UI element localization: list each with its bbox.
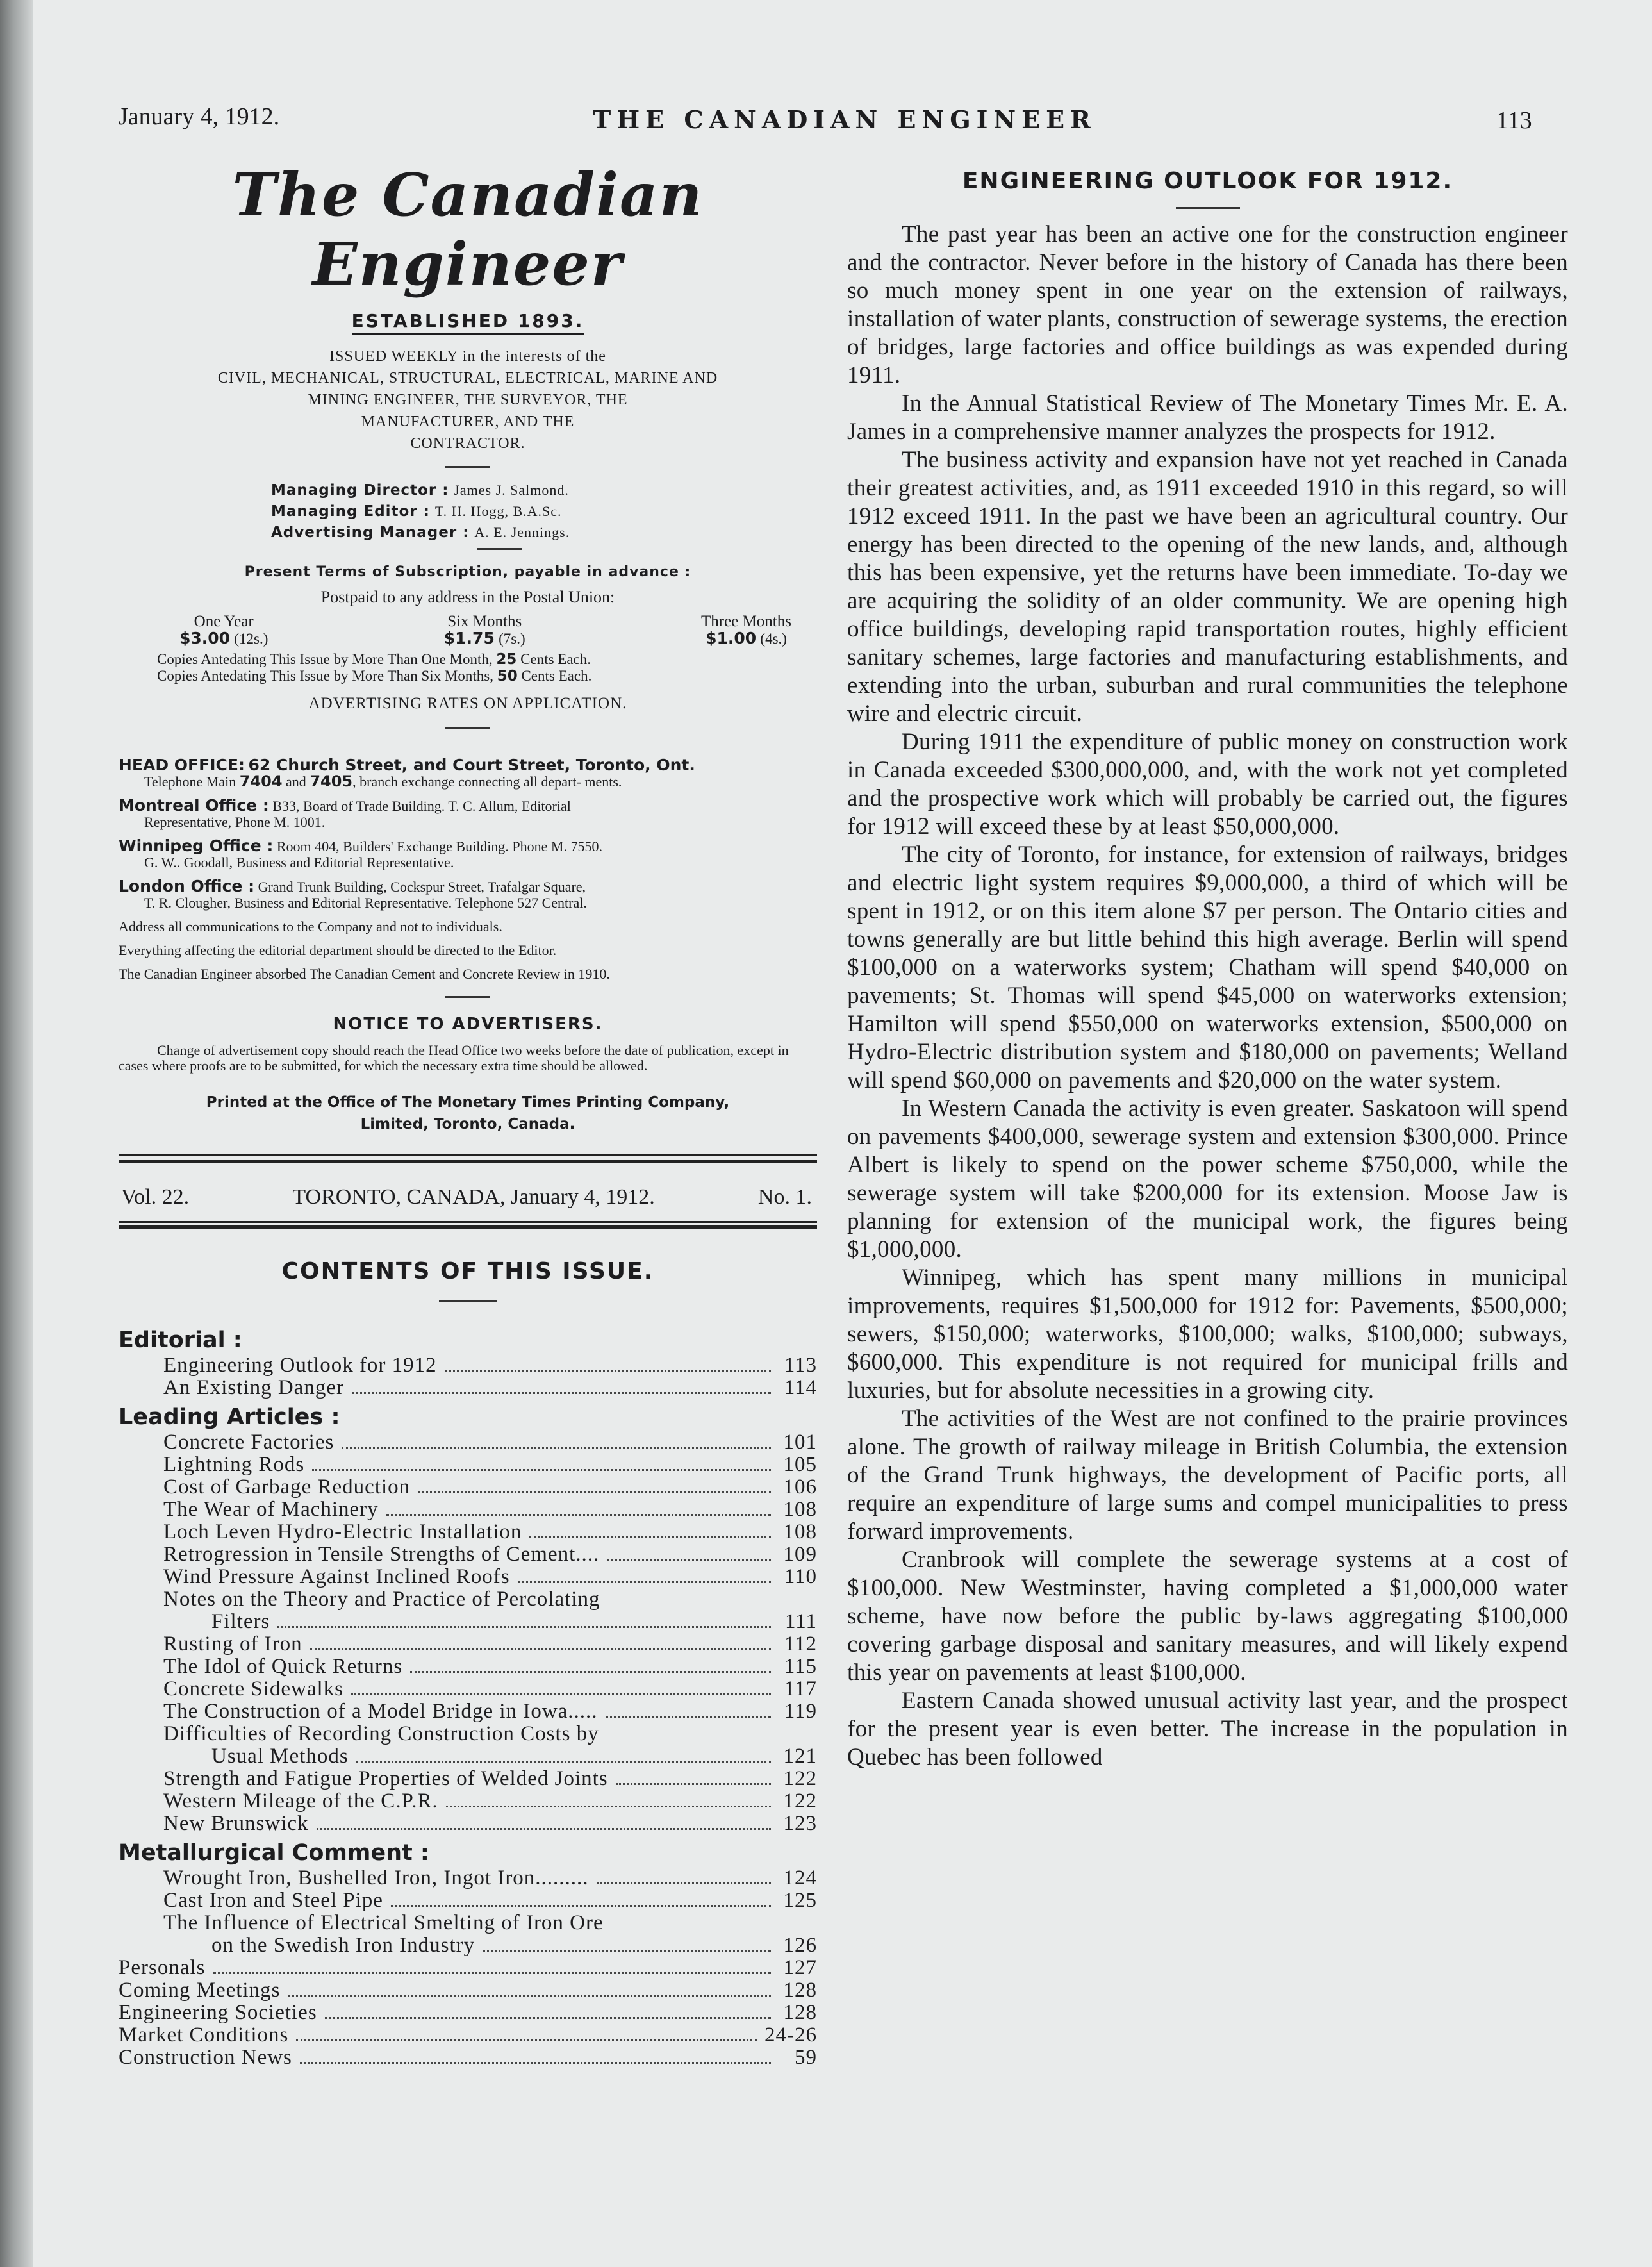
toc-page-number: 106 bbox=[783, 1475, 817, 1499]
leader-dots bbox=[386, 1514, 771, 1516]
toc-page-number: 109 bbox=[783, 1543, 817, 1566]
toc-entry: Usual Methods 121 bbox=[211, 1745, 817, 1768]
toc-entry: Retrogression in Tensile Strengths of Cement.... 109 bbox=[163, 1543, 817, 1566]
toc-entry: The Wear of Machinery 108 bbox=[163, 1498, 817, 1521]
toc-entry: Lightning Rods 105 bbox=[163, 1453, 817, 1476]
volume-line: Vol. 22. TORONTO, CANADA, January 4, 1912. No. 1. bbox=[121, 1185, 812, 1209]
leader-dots bbox=[325, 2017, 771, 2019]
article-paragraph: Cranbrook will complete the sewerage systems at a cost of $100,000. New Westminster, having completed a $1,000,000 water scheme, have now before the public by-laws aggregating $100,000 covering garbage disposal and sanitary measures, and will likely expend this year on pavements at least $100,000. bbox=[847, 1547, 1568, 1686]
leader-dots bbox=[483, 1950, 771, 1952]
journal-title: THE CANADIAN ENGINEER bbox=[593, 105, 1096, 134]
article-body bbox=[847, 220, 1568, 1772]
toc-entry: An Existing Danger 114 bbox=[163, 1376, 817, 1399]
leader-dots bbox=[446, 1806, 771, 1807]
offices bbox=[119, 757, 817, 911]
leader-dots bbox=[317, 1828, 771, 1830]
leader-dots bbox=[606, 1716, 771, 1718]
article-paragraph: Winnipeg, which has spent many millions in municipal improvements, requires $1,500,000 for 1912 for: Pavements, $500,000; sewers, $150,000; waterworks, $100,000; walks, $100,000; subways, $600,000. This expenditure is not required for municipal frills and luxuries, but for absolute necessities in a growing city. bbox=[847, 1265, 1568, 1404]
leader-dots bbox=[213, 1972, 772, 1974]
toc-page-number: 125 bbox=[783, 1889, 817, 1912]
head-office: HEAD OFFICE: 62 Church Street, and Court Street, Toronto, Ont. Telephone Main 7404 and 7405, branch exchange connecting all depart- ments. bbox=[119, 756, 695, 790]
toc-page-number: 122 bbox=[783, 1790, 817, 1813]
toc-page-number: 112 bbox=[784, 1632, 817, 1656]
toc-page-number: 108 bbox=[783, 1520, 817, 1543]
table-of-contents bbox=[119, 1327, 817, 2069]
toc-page-number: 113 bbox=[784, 1354, 817, 1377]
term-three-months: Three Months $1.00 (4s.) bbox=[701, 613, 791, 647]
leader-dots bbox=[391, 1905, 771, 1907]
masthead-title: The Canadian Engineer bbox=[232, 160, 704, 299]
toc-entry: Wrought Iron, Bushelled Iron, Ingot Iron......... 124 bbox=[163, 1866, 817, 1889]
toc-page-number: 119 bbox=[784, 1700, 817, 1723]
toc-page-number: 59 bbox=[795, 2046, 817, 2069]
toc-page-number: 128 bbox=[783, 1979, 817, 2002]
established-line: ESTABLISHED 1893. bbox=[119, 310, 817, 331]
toc-page-number: 122 bbox=[783, 1767, 817, 1790]
double-rule bbox=[119, 1221, 817, 1229]
toc-entry: Strength and Fatigue Properties of Welded Joints 122 bbox=[163, 1767, 817, 1790]
toc-page-number: 121 bbox=[783, 1745, 817, 1768]
page-number: 113 bbox=[1496, 107, 1532, 134]
toc-entry: Construction News 59 bbox=[119, 2046, 817, 2069]
toc-page-number: 101 bbox=[783, 1431, 817, 1454]
leader-dots bbox=[529, 1536, 771, 1538]
leader-dots bbox=[312, 1469, 771, 1471]
toc-entry: Engineering Societies 128 bbox=[119, 2001, 817, 2024]
divider bbox=[439, 1300, 497, 1302]
divider bbox=[445, 727, 490, 729]
toc-entry: Coming Meetings 128 bbox=[119, 1979, 817, 2002]
article-paragraph: Eastern Canada showed unusual activity last year, and the prospect for the present year is even better. The increase in the population in Quebec has been followed bbox=[847, 1688, 1568, 1770]
toc-page-number: 115 bbox=[784, 1655, 817, 1678]
toc-page-number: 123 bbox=[783, 1812, 817, 1835]
term-one-year: One Year $3.00 (12s.) bbox=[179, 613, 268, 647]
notice-text: Change of advertisement copy should reach the Head Office two weeks before the date of publication, except in cases where proofs are to be submitted, for which the necessary extra time should be allowed. bbox=[119, 1042, 789, 1074]
article-paragraph: The past year has been an active one for the construction engineer and the contractor. Never before in the history of Canada has there been so much money spent in one year on the extension of railways, installation of water plants, construction of sewerage systems, the erection of bridges, large factories and office buildings as was expended during 1911. bbox=[847, 221, 1568, 388]
double-rule bbox=[119, 1154, 817, 1163]
running-head bbox=[119, 103, 1541, 141]
toc-page-number: 108 bbox=[783, 1498, 817, 1521]
article-paragraph: In Western Canada the activity is even greater. Saskatoon will spend on pavements $400,000, sewerage system and extension $300,000. Prince Albert is likely to spend on the power scheme $750,000, while the sewerage system will take $200,000 for its extension. Moose Jaw is planning for extension of the municipal work, the figures being $1,000,000. bbox=[847, 1095, 1568, 1263]
toc-entry: on the Swedish Iron Industry 126 bbox=[211, 1934, 817, 1957]
leader-dots bbox=[356, 1761, 771, 1763]
article-paragraph: The activities of the West are not confined to the prairie provinces alone. The growth of railway mileage in British Columbia, the extension of the Grand Trunk highways, the development of Pacific ports, all require an expenditure of large sums and compel municipalities to press forward improvements. bbox=[847, 1406, 1568, 1545]
toc-entry: The Influence of Electrical Smelting of Iron Ore bbox=[163, 1911, 604, 1934]
toc-entry: The Construction of a Model Bridge in Iowa..... 119 bbox=[163, 1700, 817, 1723]
toc-page-number: 127 bbox=[783, 1956, 817, 1979]
toc-page-number: 126 bbox=[783, 1934, 817, 1957]
leader-dots bbox=[418, 1491, 771, 1493]
subscription-heading: Present Terms of Subscription, payable in advance : bbox=[244, 564, 691, 580]
leader-dots bbox=[310, 1648, 771, 1650]
leader-dots bbox=[410, 1671, 771, 1673]
toc-entry: Rusting of Iron 112 bbox=[163, 1632, 817, 1656]
leader-dots bbox=[288, 1995, 771, 1997]
toc-entry: The Idol of Quick Returns 115 bbox=[163, 1655, 817, 1678]
issued-statement: ISSUED WEEKLY in the interests of the CIVIL, MECHANICAL, STRUCTURAL, ELECTRICAL, MARINE AND MINING ENGINEER, THE SURVEYOR, THE MANUFACTURER, AND THE CONTRACTOR. bbox=[217, 348, 718, 452]
toc-page-number: 117 bbox=[784, 1677, 817, 1700]
toc-entry: Personals 127 bbox=[119, 1956, 817, 1979]
right-column bbox=[847, 168, 1568, 1772]
advertising-rates: ADVERTISING RATES ON APPLICATION. bbox=[308, 695, 627, 712]
divider bbox=[445, 996, 490, 998]
toc-entry: New Brunswick 123 bbox=[163, 1812, 817, 1835]
toc-entry: Concrete Sidewalks 117 bbox=[163, 1677, 817, 1700]
contents-heading: CONTENTS OF THIS ISSUE. bbox=[281, 1258, 654, 1284]
printer-imprint: Printed at the Office of The Monetary Times Printing Company, Limited, Toronto, Canada. bbox=[206, 1094, 730, 1133]
winnipeg-office: Winnipeg Office : Room 404, Builders' Exchange Building. Phone M. 7550. G. W.. Goodall, Business and Editorial Representative. bbox=[119, 836, 602, 870]
toc-entry: Engineering Outlook for 1912 113 bbox=[163, 1354, 817, 1377]
london-office: London Office : Grand Trunk Building, Cockspur Street, Trafalgar Square, T. R. Clougher, Business and Editorial Representative. Telephone 527 Central. bbox=[119, 877, 587, 911]
toc-section-heading: Metallurgical Comment : bbox=[119, 1840, 429, 1866]
article-paragraph: The business activity and expansion have not yet reached in Canada their greatest activities, and, as 1911 exceeded 1910 in this regard, so will 1912 exceed 1911. In the past we have been an agricultural country. Our energy has been directed to the opening of the new lands, and, although this has been expensive, yet the returns have been immediate. To-day we are acquiring the solidity of an older community. We are opening high office buildings, developing rapid transportation routes, highly efficient sanitary schemes, large factories and manufacturing establishments, and extending into the urban, suburban and rural communities the telephone wire and electric circuit. bbox=[847, 447, 1568, 727]
toc-section-heading: Editorial : bbox=[119, 1327, 242, 1353]
toc-page-number: 128 bbox=[783, 2001, 817, 2024]
divider bbox=[477, 548, 522, 550]
toc-page-number: 105 bbox=[783, 1453, 817, 1476]
leader-dots bbox=[518, 1581, 771, 1583]
postpaid-note: Postpaid to any address in the Postal Union: bbox=[320, 588, 615, 606]
article-paragraph: The city of Toronto, for instance, for extension of railways, bridges and electric light system requires $9,000,000, a third of which will be spent in 1912, or on this item alone $7 per person. The Ontario cities and towns generally are but little behind this high average. Berlin will spend $100,000 on a waterworks system; Chatham will spend $40,000 on pavements; St. Thomas will spend $45,000 on waterworks extension; Hamilton will spend $550,000 on waterworks extension, $500,000 on Hydro-Electric distribution system and $180,000 on pavements; Welland will spend $60,000 on pavements and $20,000 on the water system. bbox=[847, 842, 1568, 1093]
divider bbox=[445, 466, 490, 468]
toc-entry: Market Conditions 24-26 bbox=[119, 2023, 817, 2047]
leader-dots bbox=[607, 1559, 771, 1561]
back-copies-note: Copies Antedating This Issue by More Than One Month, 25 Cents Each. Copies Antedating This Issue by More Than Six Months, 50 Cents Each. bbox=[157, 651, 592, 685]
article-paragraph: In the Annual Statistical Review of The Monetary Times Mr. E. A. James in a comprehensive manner analyzes the prospects for 1912. bbox=[847, 390, 1568, 445]
leader-dots bbox=[597, 1882, 771, 1884]
leader-dots bbox=[342, 1447, 771, 1449]
term-six-months: Six Months $1.75 (7s.) bbox=[443, 613, 525, 647]
issue-date: January 4, 1912. bbox=[119, 103, 280, 130]
toc-page-number: 111 bbox=[784, 1610, 817, 1633]
leader-dots bbox=[296, 2039, 757, 2041]
toc-page-number: 110 bbox=[784, 1565, 817, 1588]
montreal-office: Montreal Office : B33, Board of Trade Building. T. C. Allum, Editorial Representative, Phone M. 1001. bbox=[119, 796, 571, 830]
leader-dots bbox=[351, 1693, 771, 1695]
article-paragraph: During 1911 the expenditure of public money on construction work in Canada exceeded $300,000,000, and, with the work not yet completed and the prospective work which will probably be carried out, the figures for 1912 will exceed these by at least $50,000,000. bbox=[847, 729, 1568, 840]
staff-list: Managing Director : James J. Salmond. Managing Editor : T. H. Hogg, B.A.Sc. Advertising Manager : A. E. Jennings. bbox=[271, 482, 570, 541]
toc-entry: Cost of Garbage Reduction 106 bbox=[163, 1475, 817, 1499]
leader-dots bbox=[352, 1392, 771, 1394]
divider bbox=[1176, 207, 1240, 209]
leader-dots bbox=[277, 1626, 771, 1628]
toc-entry: Difficulties of Recording Construction Costs by bbox=[163, 1722, 599, 1745]
toc-entry: Cast Iron and Steel Pipe 125 bbox=[163, 1889, 817, 1912]
toc-entry: Filters 111 bbox=[211, 1610, 817, 1633]
leader-dots bbox=[445, 1370, 771, 1372]
toc-page-number: 24-26 bbox=[764, 2023, 817, 2047]
toc-page-number: 124 bbox=[783, 1866, 817, 1889]
toc-section-heading: Leading Articles : bbox=[119, 1404, 340, 1430]
leader-dots bbox=[616, 1783, 771, 1785]
toc-page-number: 114 bbox=[784, 1376, 817, 1399]
toc-entry: Concrete Factories 101 bbox=[163, 1431, 817, 1454]
binding-spine bbox=[0, 0, 33, 2267]
left-column bbox=[119, 154, 817, 2069]
subscription-terms bbox=[179, 613, 791, 647]
notice-heading: NOTICE TO ADVERTISERS. bbox=[333, 1015, 603, 1034]
leader-dots bbox=[300, 2062, 771, 2064]
toc-entry: Western Mileage of the C.P.R. 122 bbox=[163, 1790, 817, 1813]
office-notes: Address all communications to the Company and not to individuals. Everything affecting the editorial department should be directed to the Editor. The Canadian Engineer absorbed The Canadian Cement and Concrete Review in 1910. bbox=[119, 918, 610, 982]
toc-entry: Wind Pressure Against Inclined Roofs 110 bbox=[163, 1565, 817, 1588]
article-title: ENGINEERING OUTLOOK FOR 1912. bbox=[962, 168, 1453, 194]
toc-entry: Loch Leven Hydro-Electric Installation 108 bbox=[163, 1520, 817, 1543]
toc-entry: Notes on the Theory and Practice of Percolating bbox=[163, 1588, 600, 1611]
